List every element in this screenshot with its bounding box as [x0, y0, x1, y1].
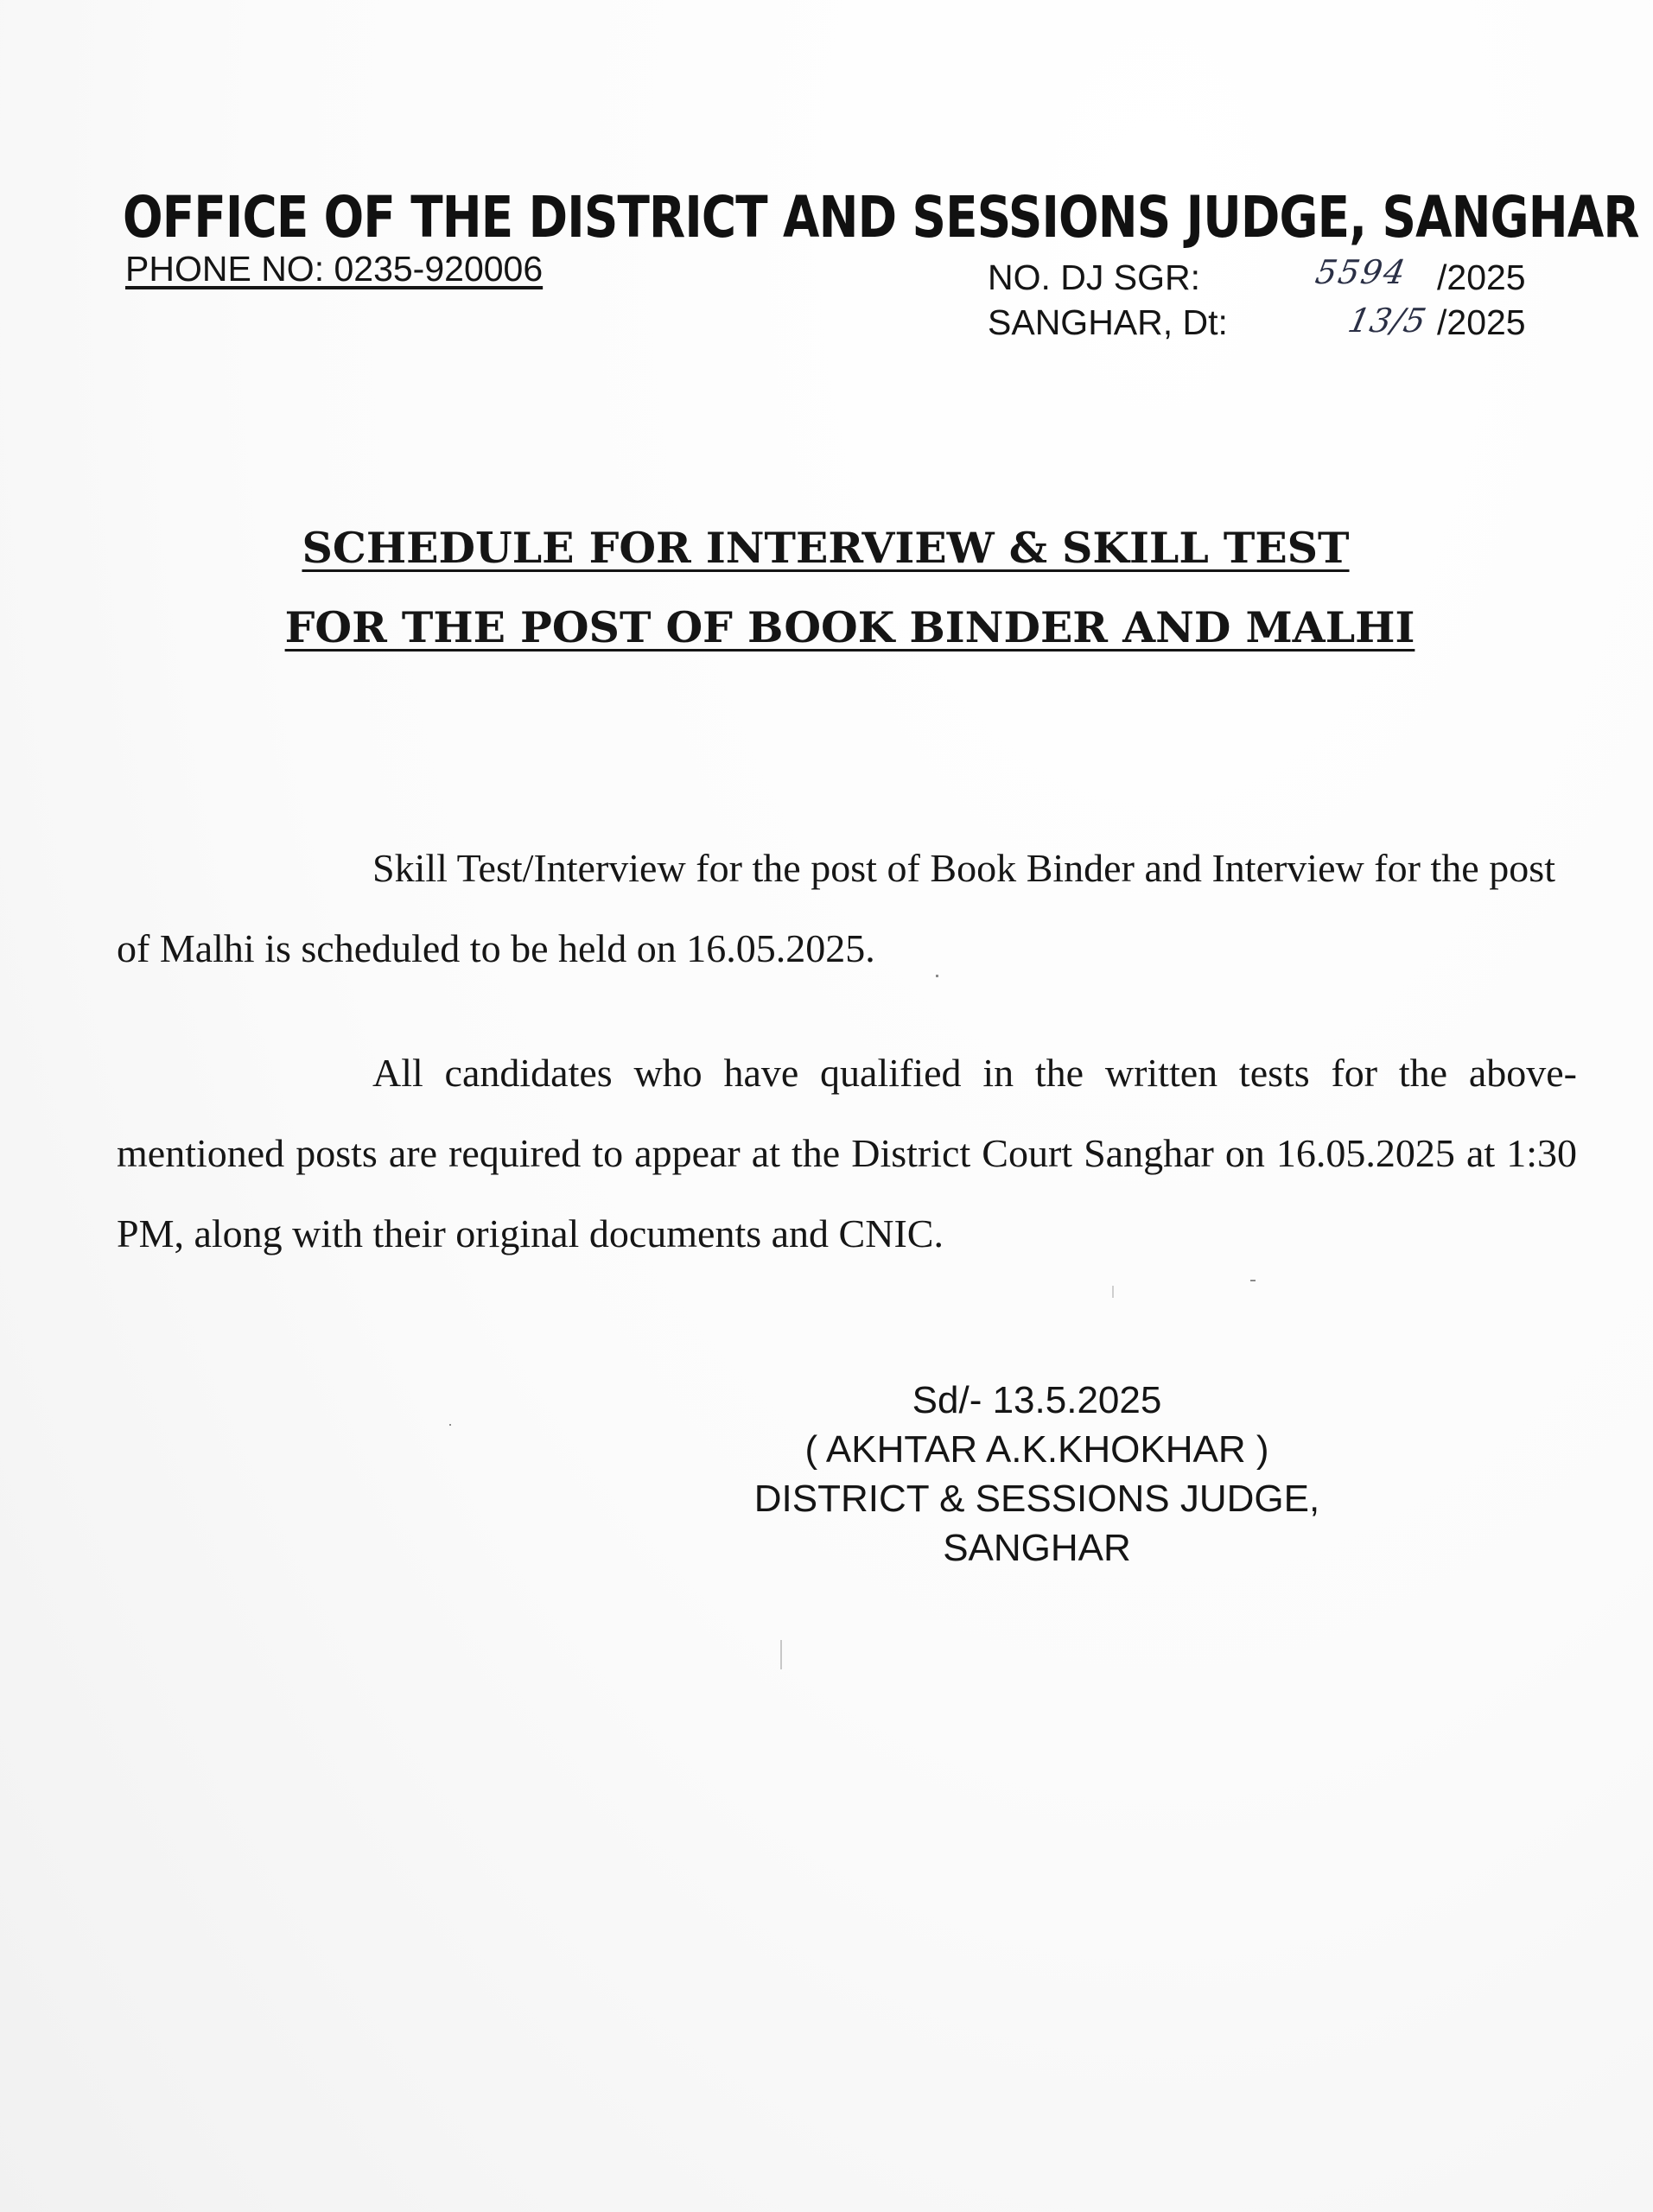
date-handwritten: 13/5	[1345, 302, 1431, 340]
schedule-title-line-2	[23, 601, 1653, 653]
date-year: /2025	[1437, 302, 1526, 342]
body-paragraph-1: Skill Test/Interview for the post of Book Binder and Interview for the post of Malhi is scheduled to be held on 16.05.2025.	[117, 846, 1555, 970]
schedule-title-line-1-text: SCHEDULE FOR INTERVIEW & SKILL TEST	[302, 523, 1350, 573]
signature-designation: DISTRICT & SESSIONS JUDGE,	[753, 1478, 1320, 1520]
scan-speck	[1250, 1280, 1256, 1281]
scan-speck	[449, 1424, 451, 1426]
reference-number-label: NO. DJ SGR:	[988, 257, 1201, 297]
date-label: SANGHAR, Dt:	[988, 302, 1228, 342]
schedule-title-line-2-text: FOR THE POST OF BOOK BINDER AND MALHI	[284, 602, 1415, 652]
signature-signed-date: Sd/- 13.5.2025	[912, 1379, 1162, 1421]
signature-place: SANGHAR	[943, 1527, 1131, 1569]
schedule-title-line-1	[0, 522, 1652, 574]
scan-speck	[936, 975, 938, 977]
scan-speck	[780, 1640, 782, 1669]
office-title: OFFICE OF THE DISTRICT AND SESSIONS JUDGE, SANGHAR	[123, 184, 1639, 251]
signature-block	[657, 1376, 1417, 1573]
body-paragraph-2: All candidates who have qualified in the written tests for the above-mentioned posts are required to appear at the District Court Sanghar on 16.05.2025 at 1:30 PM, along with their original documents and CNIC.	[117, 1051, 1577, 1255]
signature-name: ( AKHTAR A.K.KHOKHAR )	[804, 1428, 1269, 1471]
scan-speck	[1112, 1286, 1114, 1298]
reference-number-year: /2025	[1437, 257, 1526, 297]
reference-number-handwritten: 5594	[1313, 253, 1410, 291]
phone-number: PHONE NO: 0235-920006	[125, 249, 544, 289]
